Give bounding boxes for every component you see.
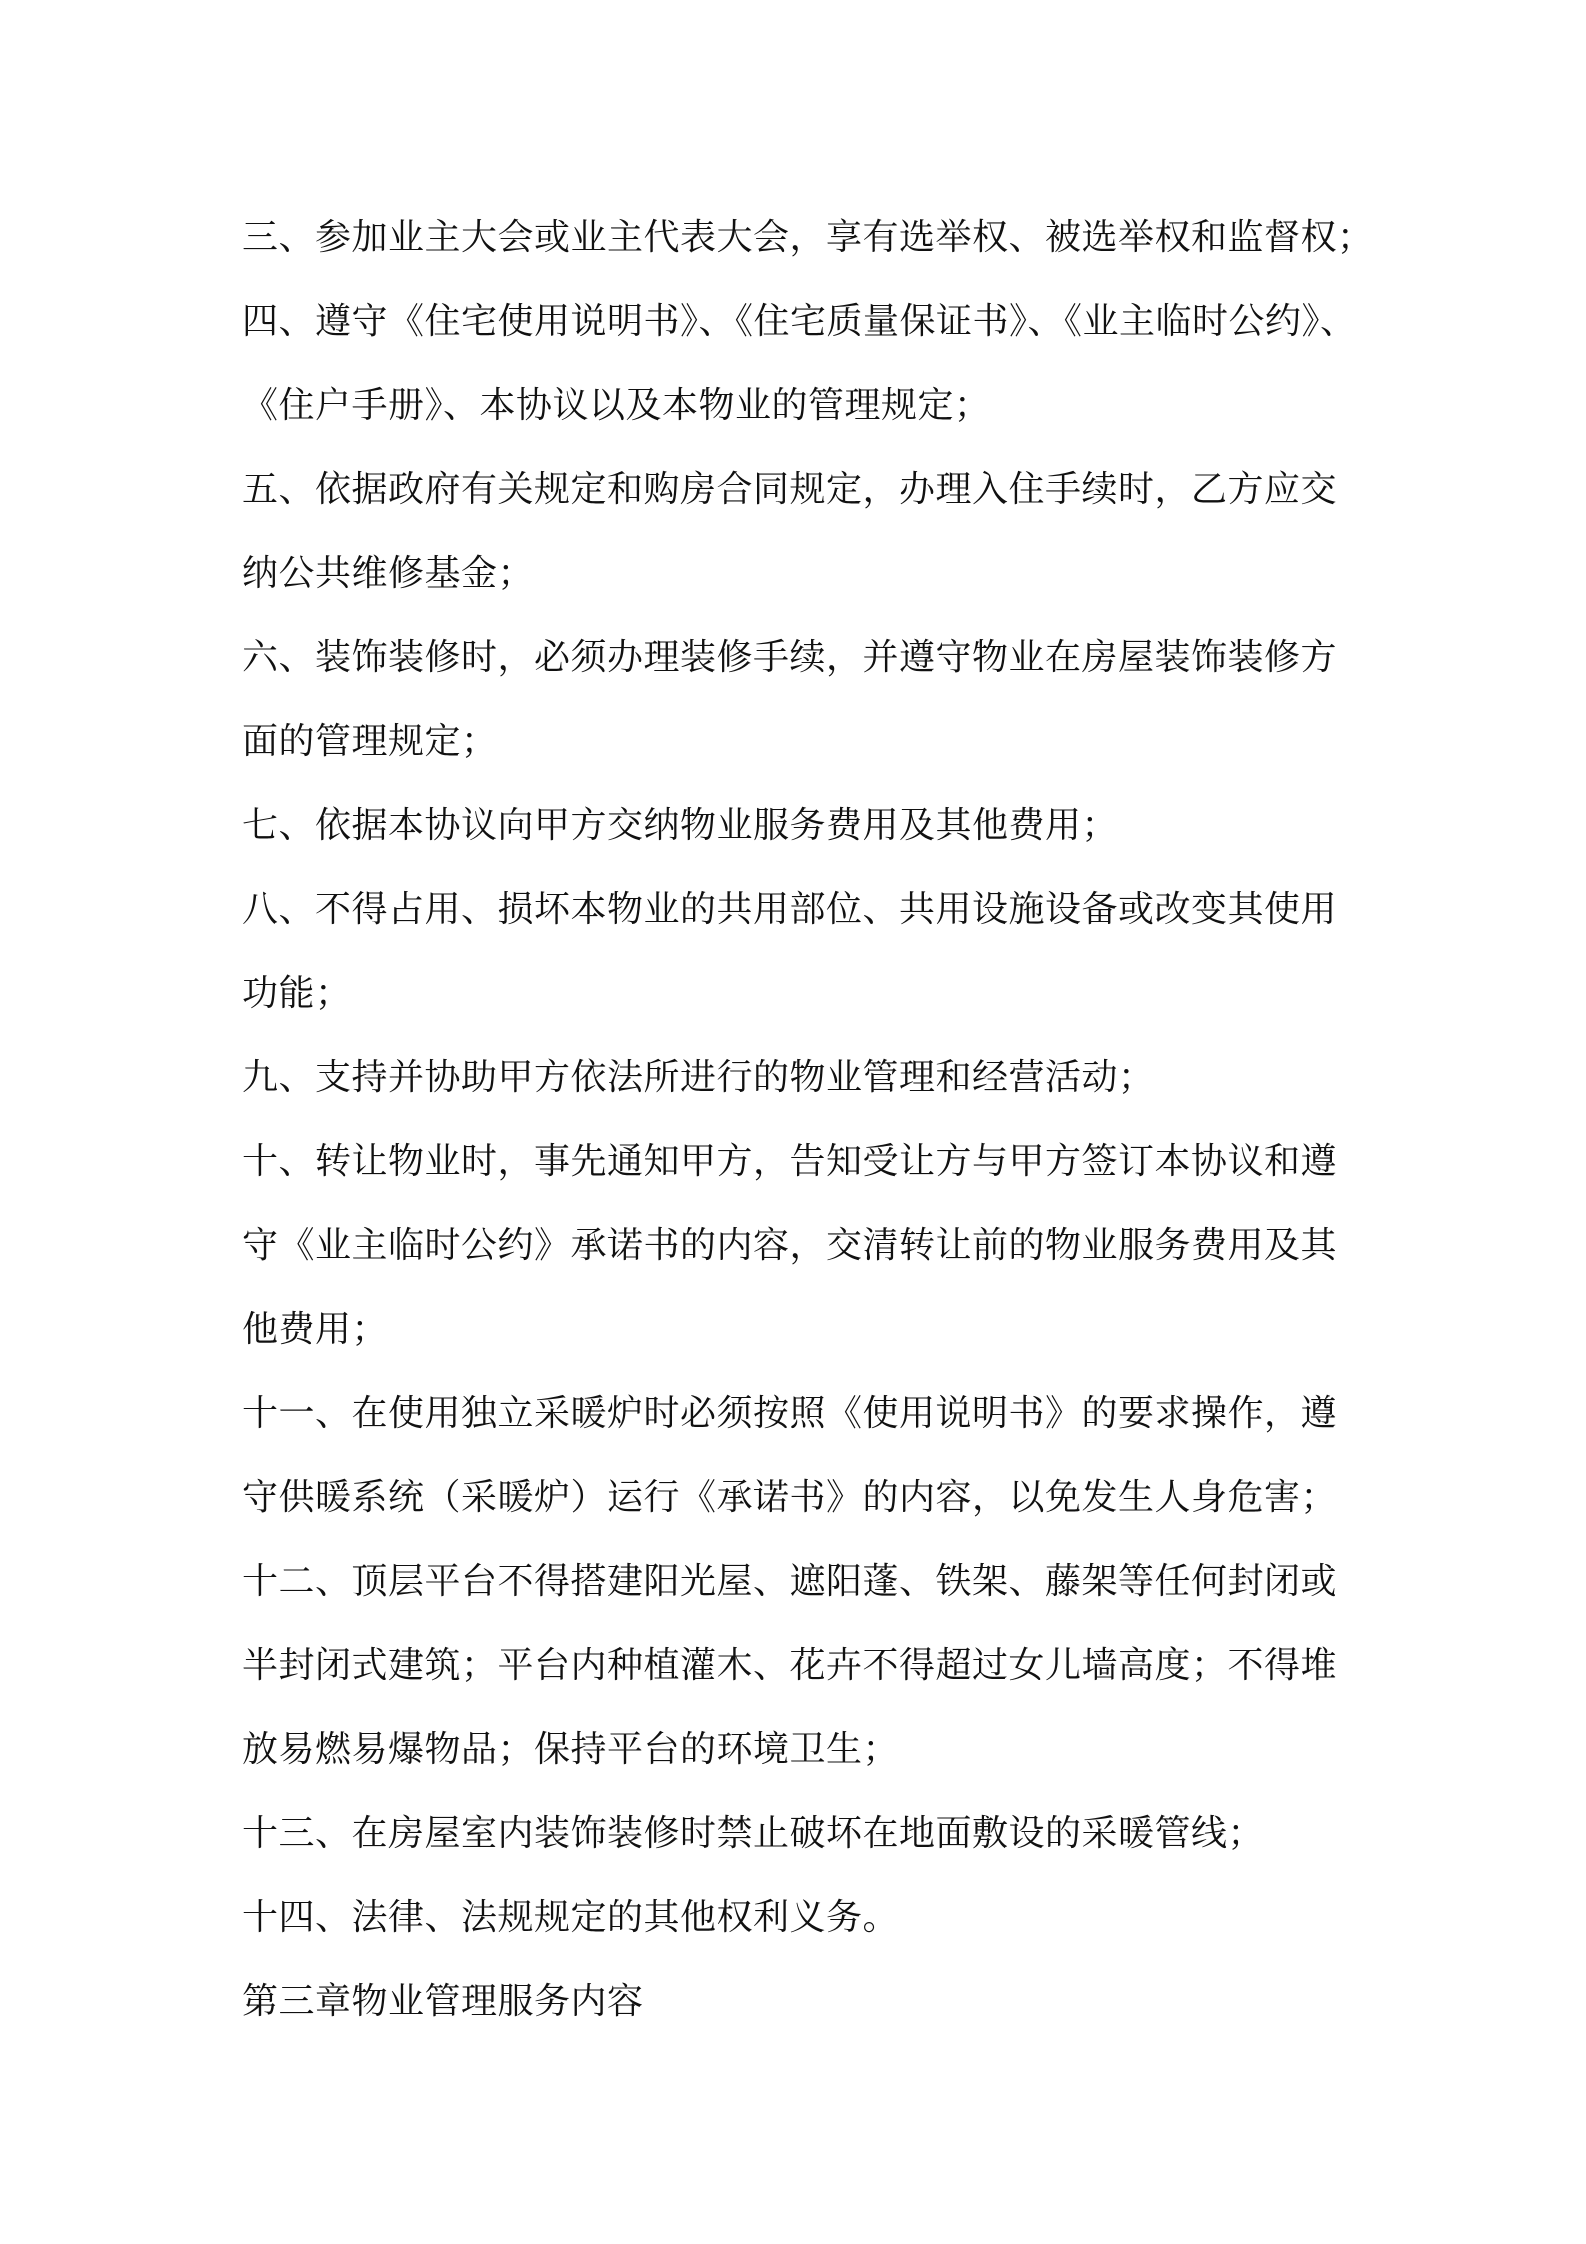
text-line: 十四、法律、法规规定的其他权利义务。 <box>242 1897 900 1938</box>
text-line: 守《业主临时公约》承诺书的内容，交清转让前的物业服务费用及其 <box>242 1225 1338 1266</box>
text-line: 十三、在房屋室内装饰装修时禁止破坏在地面敷设的采暖管线； <box>242 1813 1265 1854</box>
text-line: 面的管理规定； <box>242 721 498 762</box>
chapter-heading: 第三章物业管理服务内容 <box>242 1981 644 2022</box>
text-line: 功能； <box>242 973 352 1014</box>
text-line: 十一、在使用独立采暖炉时必须按照《使用说明书》的要求操作，遵 <box>242 1393 1338 1434</box>
text-line: 八、不得占用、损坏本物业的共用部位、共用设施设备或改变其使用 <box>242 889 1338 930</box>
text-line: 三、参加业主大会或业主代表大会，享有选举权、被选举权和监督权； <box>242 217 1374 258</box>
text-line: 五、依据政府有关规定和购房合同规定，办理入住手续时，乙方应交 <box>242 469 1338 510</box>
text-line: 守供暖系统（采暖炉）运行《承诺书》的内容，以免发生人身危害； <box>242 1477 1338 1518</box>
text-line: 放易燃易爆物品；保持平台的环境卫生； <box>242 1729 900 1770</box>
text-line: 六、装饰装修时，必须办理装修手续，并遵守物业在房屋装饰装修方 <box>242 637 1338 678</box>
text-line: 九、支持并协助甲方依法所进行的物业管理和经营活动； <box>242 1057 1155 1098</box>
text-line: 半封闭式建筑；平台内种植灌木、花卉不得超过女儿墙高度；不得堆 <box>242 1645 1338 1686</box>
text-line: 十、转让物业时，事先通知甲方，告知受让方与甲方签订本协议和遵 <box>242 1141 1338 1182</box>
text-line: 十二、顶层平台不得搭建阳光屋、遮阳蓬、铁架、藤架等任何封闭或 <box>242 1561 1338 1602</box>
text-line: 他费用； <box>242 1309 389 1350</box>
text-line: 四、遵守《住宅使用说明书》、《住宅质量保证书》、《业主临时公约》、 <box>242 301 1357 342</box>
document-body <box>242 196 1374 2044</box>
text-line: 纳公共维修基金； <box>242 553 535 594</box>
text-line: 《住户手册》、本协议以及本物业的管理规定； <box>242 385 991 426</box>
text-line: 七、依据本协议向甲方交纳物业服务费用及其他费用； <box>242 805 1119 846</box>
